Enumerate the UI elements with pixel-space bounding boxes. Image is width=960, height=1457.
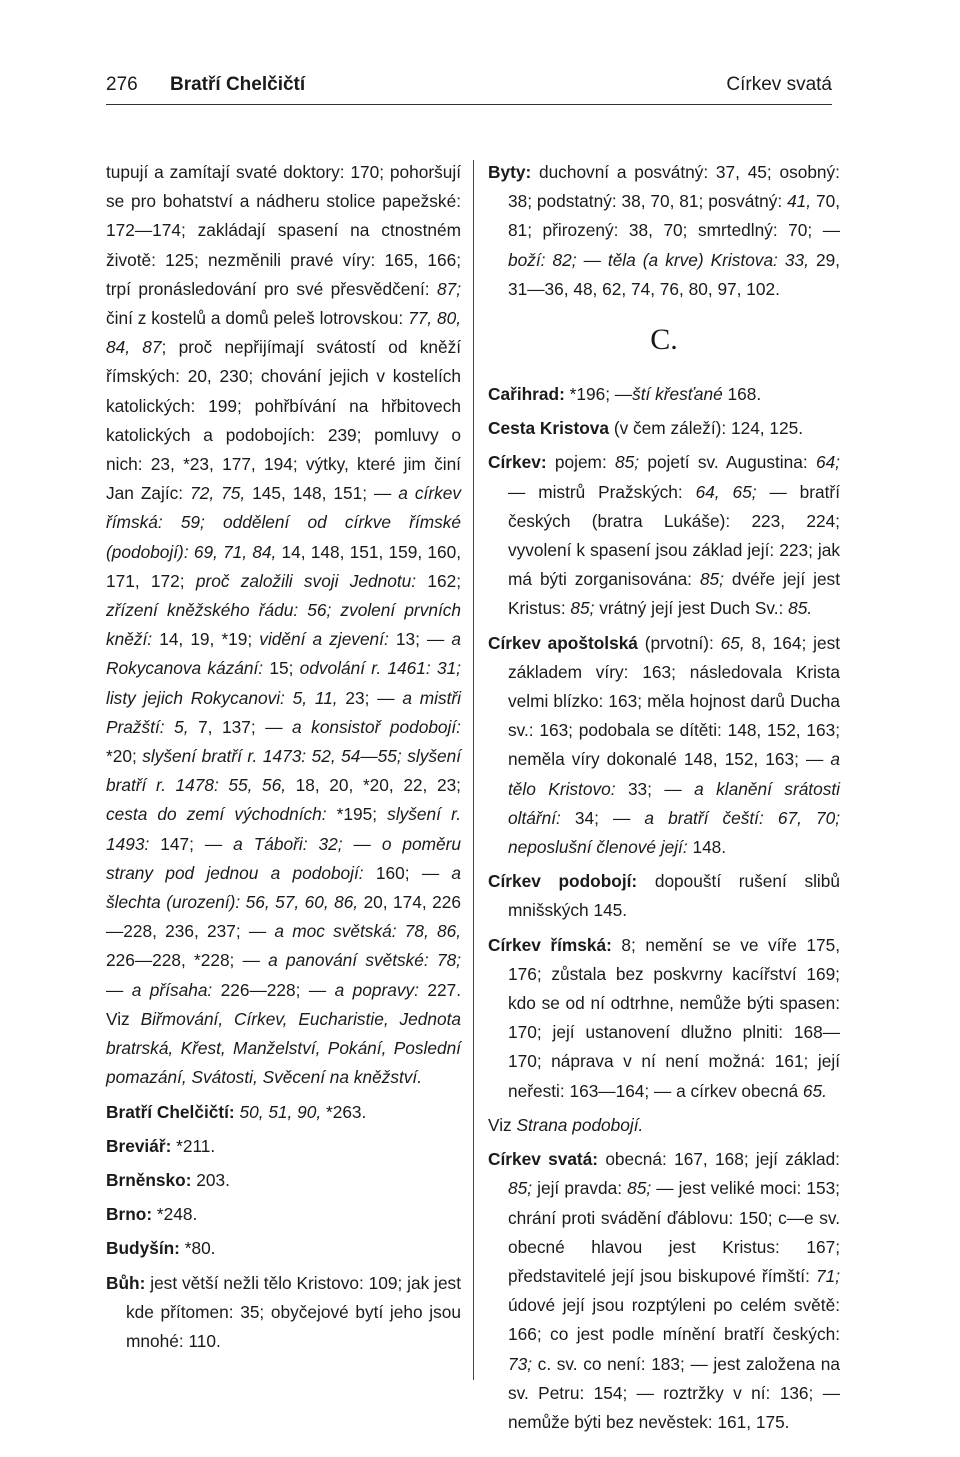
entry-text: 160; — xyxy=(363,862,452,883)
entry-headword: Církev apoštolská xyxy=(488,632,638,653)
entry-text: — bratří českých (bratra Lukáše): 223, 224; vyvolení k spasení jsou základ její: 223; jak má býti zorganisována: xyxy=(508,481,840,590)
index-entry xyxy=(106,1269,461,1357)
entry-italic-text: a tělo Kristovo: xyxy=(508,749,840,799)
entry-italic-text: cesta do zemí východních: xyxy=(106,804,327,825)
entry-text: *80. xyxy=(179,1238,216,1259)
entry-headword: Bratří Chelčičtí: xyxy=(106,1101,235,1122)
entry-text: 15; xyxy=(263,658,300,679)
entry-text: 8; nemění se ve víře 175, 176; zůstala bez poskvrny kacířství 169; kdo se od ní odtrhne, nemůže býti spasen: 170; její ustanovení dlužno plniti: 168—170; náprava v ní není možná: 161; její neřesti: 163—164; — a církev obecná xyxy=(508,934,841,1101)
entry-headword: Byty: xyxy=(488,162,532,182)
entry-italic-text: Biřmování, Církev, Eucharistie, Jednota bratrská, Křest, Manželství, Pokání, Poslední pomazání, Svátosti, Svěcení na kněžství. xyxy=(106,1008,461,1088)
entry-text: 145, 148, 151; — xyxy=(245,483,399,504)
entry-text: činí z kostelů a domů peleš lotrovskou: xyxy=(106,308,409,329)
entry-italic-text: 71; xyxy=(815,1265,840,1286)
entry-italic-text: o poměru strany pod jednou a podobojí: xyxy=(106,833,462,883)
entry-text: *248. xyxy=(152,1204,198,1225)
right-column-top xyxy=(488,158,840,304)
entry-text: *263. xyxy=(321,1101,367,1122)
column-divider xyxy=(473,160,474,1380)
entry-text: 148. xyxy=(687,837,727,858)
entry-text: 8, 164; jest základem víry: 163; následovala Krista velmi blízko: 163; měla hojnost darů Ducha sv.: 163; podobala se dítěti: 148, 152, 163; neměla víry dokonalé 148, 152, 163; — xyxy=(508,632,841,770)
entry-italic-text: a popravy: xyxy=(334,979,419,1000)
entry-text: — mistrů Pražských: xyxy=(508,481,696,502)
entry-headword: Brno: xyxy=(106,1204,153,1225)
entry-text: 13; — xyxy=(388,629,452,650)
entry-text: 168. xyxy=(722,384,762,405)
entry-text: Viz xyxy=(488,1114,517,1135)
entry-headword: Bůh: xyxy=(106,1272,146,1293)
entry-italic-text: ští křesťané xyxy=(632,384,723,405)
entry-italic-text: 65, xyxy=(720,632,745,653)
index-entry xyxy=(488,1111,840,1140)
entry-text: (prvotní): xyxy=(637,632,721,653)
entry-headword: Cesta Kristova xyxy=(488,418,610,439)
entry-italic-text: a panování světské: 78; xyxy=(268,950,461,971)
entry-text: 33; — xyxy=(615,778,695,799)
index-entry xyxy=(106,1132,461,1161)
entry-text: 20, 174, 226—228, 236, 237; — xyxy=(106,892,461,942)
entry-italic-text: těla (a krve) Kristova: 33, xyxy=(607,249,809,270)
entry-italic-text: 72, 75, xyxy=(190,483,246,504)
entry-italic-text: odvolání r. 1461: 31; listy jejich Rokycanovi: 5, 11, xyxy=(106,658,461,708)
entry-text: vrátný její jest Duch Sv.: xyxy=(594,598,789,619)
page-header xyxy=(106,70,832,105)
entry-text: *195; xyxy=(326,804,388,825)
entry-italic-text: a klanění srátosti oltářní: xyxy=(508,778,840,828)
entry-text: pojem: xyxy=(546,452,616,473)
entry-text: dvéře její jest Kristus: xyxy=(508,569,840,619)
entry-text: údové její jsou rozptýleni po celém světě: 166; co jest podle mínění bratří českých: xyxy=(508,1295,840,1345)
entry-text: 226—228; — xyxy=(212,979,335,1000)
entry-text: — xyxy=(342,833,382,854)
section-title: Církev svatá xyxy=(726,74,832,95)
entry-text: *20; xyxy=(106,746,143,767)
entry-italic-text: 85; xyxy=(570,598,595,619)
entry-italic-text: slyšení bratří r. 1473: 52, 54—55; slyšení bratří r. 1478: 55, 56, xyxy=(106,746,462,796)
index-entry xyxy=(488,158,840,304)
entry-italic-text: 77, 80, 84, 87 xyxy=(106,308,461,358)
entry-italic-text: 50, 51, 90, xyxy=(239,1101,322,1122)
entry-headword: Církev římská: xyxy=(488,934,612,955)
entry-text: 147; — xyxy=(149,833,234,854)
entry-text: 227. Viz xyxy=(106,979,462,1029)
entry-headword: Budyšín: xyxy=(106,1238,180,1259)
entry-italic-text: 73; xyxy=(508,1353,533,1374)
entry-headword: Církev: xyxy=(488,452,547,473)
index-entry xyxy=(488,931,840,1106)
entry-italic-text: 64; xyxy=(815,452,840,473)
entry-headword: Církev podobojí: xyxy=(488,871,638,892)
entry-text: pojetí sv. Augustina: xyxy=(639,452,816,473)
entry-text: 29, 31—36, 48, 62, 74, 76, 80, 97, 102. xyxy=(508,249,840,299)
index-entry xyxy=(488,414,840,443)
index-entry xyxy=(488,1145,840,1437)
entry-text: 70, 81; přirozený: 38, 70; smrtedlný: 70; — xyxy=(508,191,840,241)
entry-italic-text: 85; xyxy=(615,452,640,473)
entry-text: (v čem záleží): 124, 125. xyxy=(609,418,804,439)
entry-italic-text: a mistři Pražští: 5, xyxy=(106,687,461,737)
entry-text: 14, 19, *19; xyxy=(152,629,260,650)
index-entry xyxy=(106,1166,461,1195)
entry-italic-text: a přísaha: xyxy=(131,979,213,1000)
entry-italic-text: 41, xyxy=(787,191,812,212)
entry-italic-text: 85; xyxy=(508,1178,533,1199)
entry-text: dopouští rušení slibů mnišských 145. xyxy=(508,871,840,921)
entry-italic-text: Strana podobojí. xyxy=(516,1114,644,1135)
left-column xyxy=(106,158,461,1361)
entry-text: ; proč nepřijímají svátostí od kněží římských: 20, 230; chování jejich v kostelích katolických: 199; pohřbívání na hřbitovech katolických a podobojích: 239; pomluvy o nich: 23, *23, 177, 194; výtky, které jim činí Jan Zajíc: xyxy=(106,337,462,504)
index-entry xyxy=(106,158,461,1093)
entry-text: obecná: 167, 168; její základ: xyxy=(598,1149,840,1170)
index-entry xyxy=(106,1098,461,1127)
entry-text: *211. xyxy=(171,1135,216,1156)
index-entry xyxy=(488,380,840,409)
entry-italic-text: a konsistoř podobojí: xyxy=(292,716,461,737)
entry-italic-text: proč založili svoji Jednotu: xyxy=(195,570,417,591)
index-entry xyxy=(106,1234,461,1263)
entry-italic-text: 64, 65; xyxy=(695,481,757,502)
entry-text: duchovní a posvátný: 37, 45; osobný: 38; podstatný: 38, 70, 81; posvátný: xyxy=(508,162,840,212)
page-number: 276 xyxy=(106,74,138,95)
entry-text: 162; xyxy=(416,570,462,591)
entry-italic-text: a šlechta (urození): 56, 57, 60, 86, xyxy=(106,862,461,913)
entry-text: 7, 137; — xyxy=(188,716,293,737)
entry-italic-text: boží: 82; xyxy=(508,249,577,270)
entry-text: její pravda: xyxy=(532,1178,628,1199)
entry-text: c. sv. co není: 183; — jest založena na sv. Petru: 154; — roztržky v ní: 136; — nemůže býti bez nevěstek: 161, 175. xyxy=(508,1353,840,1432)
section-letter: C. xyxy=(650,323,678,357)
entry-text: 18, 20, *20, 22, 23; xyxy=(286,775,461,796)
index-entry xyxy=(488,629,840,863)
entry-italic-text: a církev římská: 59; oddělení od církve římské (podobojí): 69, 71, 84, xyxy=(106,483,461,562)
entry-italic-text: a bratří čeští: 67, 70; neposlušní členové její: xyxy=(508,807,840,858)
entry-text: 23; — xyxy=(337,687,403,708)
entry-text: 203. xyxy=(191,1169,230,1190)
entry-text: — jest veliké moci: 153; chrání proti svádění ďáblovu: 150; c—e sv. obecné hlavou jest Kristus: 167; představitelé její jsou biskupové římští: xyxy=(508,1178,840,1286)
entry-text: jest větší nežli tělo Kristovo: 109; jak jest kde přítomen: 35; obyčejové bytí jeho jsou mnohé: 110. xyxy=(126,1272,461,1351)
entry-text: *196; — xyxy=(564,384,633,405)
entry-text: tupují a zamítají svaté doktory: 170; pohoršují se pro bohatství a nádheru stolice papežské: 172—174; zakládají spasení na ctnostném životě: 125; nezměnili pravé víry: 165, 166; trpí pronásledování pro své přesvědčení: xyxy=(106,162,461,299)
entry-italic-text: a Rokycanova kázání: xyxy=(106,629,461,679)
right-column-bottom xyxy=(488,380,840,1437)
entry-italic-text: 65. xyxy=(802,1080,827,1101)
right-column xyxy=(488,158,840,1442)
entry-italic-text: 85; xyxy=(627,1178,652,1199)
entry-italic-text: 85. xyxy=(788,598,813,619)
entry-italic-text: 87; xyxy=(436,278,461,299)
running-title: Bratří Chelčičtí xyxy=(170,74,306,95)
entry-headword: Brněnsko: xyxy=(106,1169,192,1190)
entry-italic-text: a moc světská: 78, 86, xyxy=(274,921,461,942)
entry-text: 34; — xyxy=(560,807,645,828)
entry-italic-text: 85; xyxy=(699,569,724,590)
entry-text: 14, 148, 151, 159, 160, 171, 172; xyxy=(106,541,461,591)
entry-headword: Cařihrad: xyxy=(488,384,565,405)
entry-text: — xyxy=(576,249,608,270)
entry-headword: Breviář: xyxy=(106,1135,172,1156)
entry-headword: Církev svatá: xyxy=(488,1149,599,1170)
index-entry xyxy=(488,867,840,925)
entry-text: — xyxy=(106,979,132,1000)
entry-italic-text: vidění a zjevení: xyxy=(259,629,389,650)
entry-italic-text: zřízení kněžského řádu: 56; zvolení prvních kněží: xyxy=(106,600,461,650)
entry-italic-text: a Táboři: 32; xyxy=(233,833,343,854)
index-entry xyxy=(488,448,840,623)
entry-italic-text: slyšení r. 1493: xyxy=(106,804,461,854)
entry-text: 226—228, *228; — xyxy=(106,950,269,971)
index-entry xyxy=(106,1200,461,1229)
